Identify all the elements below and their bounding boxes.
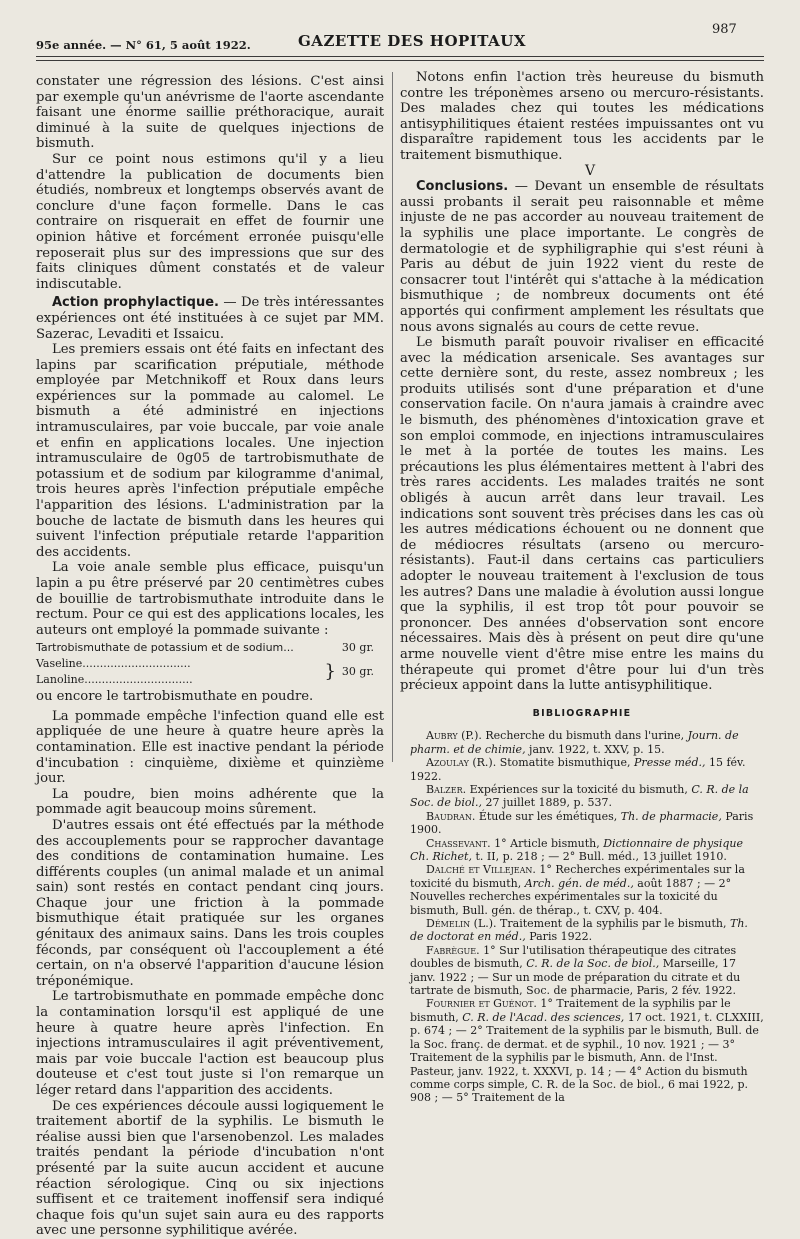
reference-title: 1° Recherches expérimentales sur la toxicité du bismuth, — [410, 863, 745, 890]
reference-title: Expériences sur la toxicité du bismuth, — [466, 782, 692, 796]
paragraph: La pommade empêche l'infection quand elle est appliquée de une heure à quatre heure après la contamination. Elle est inactive pendant la période d'incubation : cinquième, dixième et quinzième jour. — [36, 708, 384, 787]
reference-journal: Dictionnaire de physique Ch. Richet, — [410, 836, 743, 863]
reference-author: Balzer. — [426, 782, 467, 796]
reference-title: 1° Article bismuth, — [490, 836, 604, 850]
reference-author: Baudran. — [426, 809, 476, 823]
reference-journal: Presse méd., — [634, 756, 706, 770]
paragraph: Le bismuth paraît pouvoir rivaliser en efficacité avec la médication arsenicale. Ses avantages sur cette dernière sont, du reste, assez nombreux ; les produits utilisés sont d'une préparation et d'une conservation facile. On n'aura jamais à craindre avec le bismuth, des phénomènes d'intoxication grave et son emploi commode, en injections intramusculaires le met à la portée de toutes les mains. Les précautions les plus élémentaires mettent à l'abri des très rares accidents. Les malades traités ne sont obligés à aucun arrêt dans leur travail. Les indications sont souvent très précises dans les cas où les autres médications échouent ou ne donnent que de médiocres résultats (arseno ou mercuro-résistants). Faut-il dans certains cas particuliers adopter le nouveau traitement à l'exclusion de tous les autres? Dans une maladie à évolution aussi longue que la syphilis, il est trop tôt pour pouvoir se prononcer. Des années d'observation sont encore nécessaires. Mais dès à présent on peut dire qu'une arme nouvelle vient d'être mise entre les mains du thérapeute qui promet d'être pour lui d'un très précieux appoint dans la lutte antisyphilitique. — [400, 335, 764, 694]
bibliography-entry — [400, 944, 764, 998]
formula-ingredient: Tartrobismuthate de potassium et de sodium... — [36, 641, 294, 655]
brace: } — [324, 660, 336, 682]
reference-title: 1° Sur l'utilisation thérapeutique des citrates doubles de bismuth, — [410, 943, 737, 971]
reference-title: 1° Traitement de la syphilis par le bismuth, — [410, 997, 731, 1024]
reference-journal: Arch. gén. de méd., — [524, 876, 634, 890]
reference-details: Marseille, 17 janv. 1922 ; — Sur un mode de préparation du citrate et du tartrate de bismuth, Soc. de pharmacie, Paris, 2 fév. 1922. — [410, 957, 741, 998]
section-heading: Action prophylactique. — [52, 295, 219, 311]
paragraph: constater une régression des lésions. C'est ainsi par exemple qu'un anévrisme de l'aorte ascendante faisant une énorme saillie préthoracique, aurait diminué à la suite de quelques injections de bismuth. — [36, 74, 384, 152]
page-number: 987 — [712, 22, 737, 37]
reference-journal: Journ. de pharm. et de chimie, — [410, 729, 739, 756]
formula-names — [36, 656, 193, 687]
paragraph: Notons enfin l'action très heureuse du bismuth contre les tréponèmes arseno ou mercuro-résistants. Des malades chez qui toutes les médications antisyphilitiques étaient restées impuissantes ont vu disparaître rapidement tous les accidents par le traitement bismuthique. — [400, 70, 764, 163]
reference-details: Paris 1922. — [525, 930, 593, 944]
paragraph: La voie anale semble plus efficace, puisqu'un lapin a pu être préservé par 20 centimètres cubes de bouillie de tartrobismuthate introduite dans le rectum. Pour ce qui est des applications locales, les auteurs ont employé la pommade suivante : — [36, 560, 384, 638]
reference-author: Dalché et Villejean. — [426, 863, 536, 877]
reference-journal: Th. de doctorat en méd., — [410, 917, 748, 944]
formula-quantity: 30 gr. — [341, 664, 374, 678]
paragraph: Le tartrobismuthate en pommade empêche donc la contamination lorsqu'il est appliqué de une heure à quatre heure après l'infection. En injections intramusculaires il agit préventivement, mais par voie buccale l'action est beaucoup plus douteuse et c'est tout juste si l'on remarque un léger retard dans l'apparition des accidents. — [36, 989, 384, 1098]
reference-details: 17 oct. 1921, t. CLXXIII, p. 674 ; — 2° Traitement de la syphilis par le bismuth, Bull. de la Soc. franç. de dermat. et de syphil., 10 nov. 1921 ; — 3° Traitement de la syphilis par le bismuth, Ann. de l'Inst. Pasteur, janv. 1922, t. XXXVI, p. 14 ; — 4° Action du bismuth comme corps simple, C. R. de la Soc. de biol., 6 mai 1922, p. 908 ; — 5° Traitement de la — [410, 1010, 764, 1105]
header-rule-2 — [36, 60, 764, 61]
issue-line: 95e année. — N° 61, 5 août 1922. — [36, 38, 251, 52]
bibliography-list — [400, 729, 764, 1104]
formula-quantity: 30 gr. — [341, 641, 374, 655]
paragraph: Les premiers essais ont été faits en infectant des lapins par scarification préputiale, méthode employée par Metchnikoff et Roux dans leurs expériences sur la pommade au calomel. Le bismuth a été administré en injections intramusculaires, par voie buccale, par voie anale et enfin en applications locales. Une injection intramusculaire de 0g05 de tartrobismuthate de potassium et de sodium par kilogramme d'animal, trois heures après l'infection préputiale empêche l'apparition des lésions. L'administration par la bouche de lactate de bismuth dans les heures qui suivent l'infection préputiale retarde l'apparition des accidents. — [36, 342, 384, 560]
reference-author: Azoulay (R.). — [426, 756, 497, 770]
bibliography-entry — [400, 997, 764, 1104]
formula-table — [36, 640, 384, 687]
paragraph: De ces expériences découle aussi logiquement le traitement abortif de la syphilis. Le bismuth le réalise aussi bien que l'arsenobenzol. Les malades traités pendant la période d'incubation n'ont présenté par la suite aucun accident et aucune réaction sérologique. Cinq ou six injections suffisent et ce traitement inoffensif sera indiqué chaque fois qu'un sujet sain aura eu des rapports avec une personne syphilitique avérée. — [36, 1098, 384, 1239]
reference-details: Paris 1900. — [410, 809, 754, 837]
reference-title: Traitement de la syphilis par le bismuth, — [496, 917, 730, 931]
column-divider — [392, 72, 393, 762]
formula-group — [36, 656, 384, 687]
header-rule — [36, 56, 764, 57]
formula-quantity-group — [324, 656, 374, 687]
reference-details: 27 juillet 1889, p. 537. — [482, 796, 613, 810]
reference-author: Fabrègue. — [426, 943, 480, 957]
bibliography-entry — [400, 837, 764, 864]
reference-author: Chassevant. — [426, 836, 491, 850]
bibliography-entry — [400, 863, 764, 917]
left-column — [36, 74, 384, 1239]
section-number: V — [584, 162, 596, 179]
reference-journal: C. R. de la Soc. de biol., — [526, 957, 660, 971]
formula-row — [36, 640, 384, 656]
bibliography-entry — [400, 756, 764, 783]
reference-details: janv. 1922, t. XXV, p. 15. — [525, 742, 665, 756]
paragraph: D'autres essais ont été effectués par la méthode des accouplements pour se rapprocher davantage des conditions de contamination humaine. Les différents couples (un animal malade et un animal sain) sont restés en contact pendant cinq jours. Chaque jour une friction à la pommade bismuthique était pratiquée sur les organes génitaux des animaux sains. Dans les trois couples féconds, par conséquent où l'accouplement a été certain, on n'a observé l'apparition d'aucune lésion tréponémique. — [36, 817, 384, 989]
reference-title: Stomatite bismuthique, — [496, 756, 635, 770]
paragraph-text: — Devant un ensemble de résultats aussi probants il serait peu raisonnable et même injuste de ne pas accorder au nouveau traitement de la syphilis une place importante. Le congrès de dermatologie et de syphiligraphie qui s'est réuni à Paris au début de juin 1922 vient du reste de consacrer tout l'intérêt qui s'attache à la médication bismuthique ; de nombreux documents ont été apportés qui confirment amplement les résultats que nous avons signalés au cours de cette revue. — [400, 179, 764, 335]
reference-journal: Th. de pharmacie, — [620, 809, 722, 823]
formula-ingredient: Vaseline............................... — [36, 656, 191, 670]
bibliography-entry — [400, 783, 764, 810]
paragraph: Sur ce point nous estimons qu'il y a lieu d'attendre la publication de documents bien étudiés, nombreux et longtemps observés avant de conclure d'une façon formelle. Dans le cas contraire on risquerait en effet de fournir une opinion hâtive et forcément erronée puisqu'elle reposerait plus sur des impressions que sur des faits cliniques dûment constatés et de valeur indiscutable. — [36, 151, 384, 292]
journal-title: GAZETTE DES HOPITAUX — [298, 32, 527, 50]
reference-details: t. II, p. 218 ; — 2° Bull. méd., 13 juillet 1910. — [471, 850, 727, 863]
paragraph-text: — De très intéressantes expériences ont été instituées à ce sujet par MM. Sazerac, Levaditi et Issaicu. — [36, 295, 384, 342]
bibliography-entry — [400, 729, 764, 756]
reference-details: 15 fév. 1922. — [410, 756, 746, 783]
right-column — [400, 70, 764, 1105]
reference-journal: C. R. de l'Acad. des sciences, — [462, 1010, 625, 1024]
reference-journal: C. R. de la Soc. de biol., — [410, 782, 749, 810]
paragraph: La poudre, bien moins adhérente que la pommade agit beaucoup moins sûrement. — [36, 786, 384, 818]
reference-title: Étude sur les émétiques, — [475, 809, 621, 823]
paragraph-prophylaxis — [36, 295, 384, 342]
reference-details: août 1887 ; — 2° Nouvelles recherches expérimentales sur la toxicité du bismuth, Bull. gén. de thérap., t. CXV, p. 404. — [410, 876, 732, 917]
paragraph-conclusions — [400, 179, 764, 335]
formula-ingredient: Lanoline............................... — [36, 672, 193, 686]
paragraph: ou encore le tartrobismuthate en poudre. — [36, 689, 314, 705]
reference-title: Recherche du bismuth dans l'urine, — [481, 729, 688, 743]
reference-author: Aubry (P.). — [426, 729, 482, 743]
section-heading: Conclusions. — [416, 179, 509, 195]
bibliography-entry — [400, 917, 764, 944]
bibliography-entry — [400, 810, 764, 837]
bibliography-title: BIBLIOGRAPHIE — [532, 707, 632, 719]
reference-author: Fournier et Guénot. — [426, 997, 537, 1011]
reference-author: Démelin (L.). — [426, 917, 497, 931]
